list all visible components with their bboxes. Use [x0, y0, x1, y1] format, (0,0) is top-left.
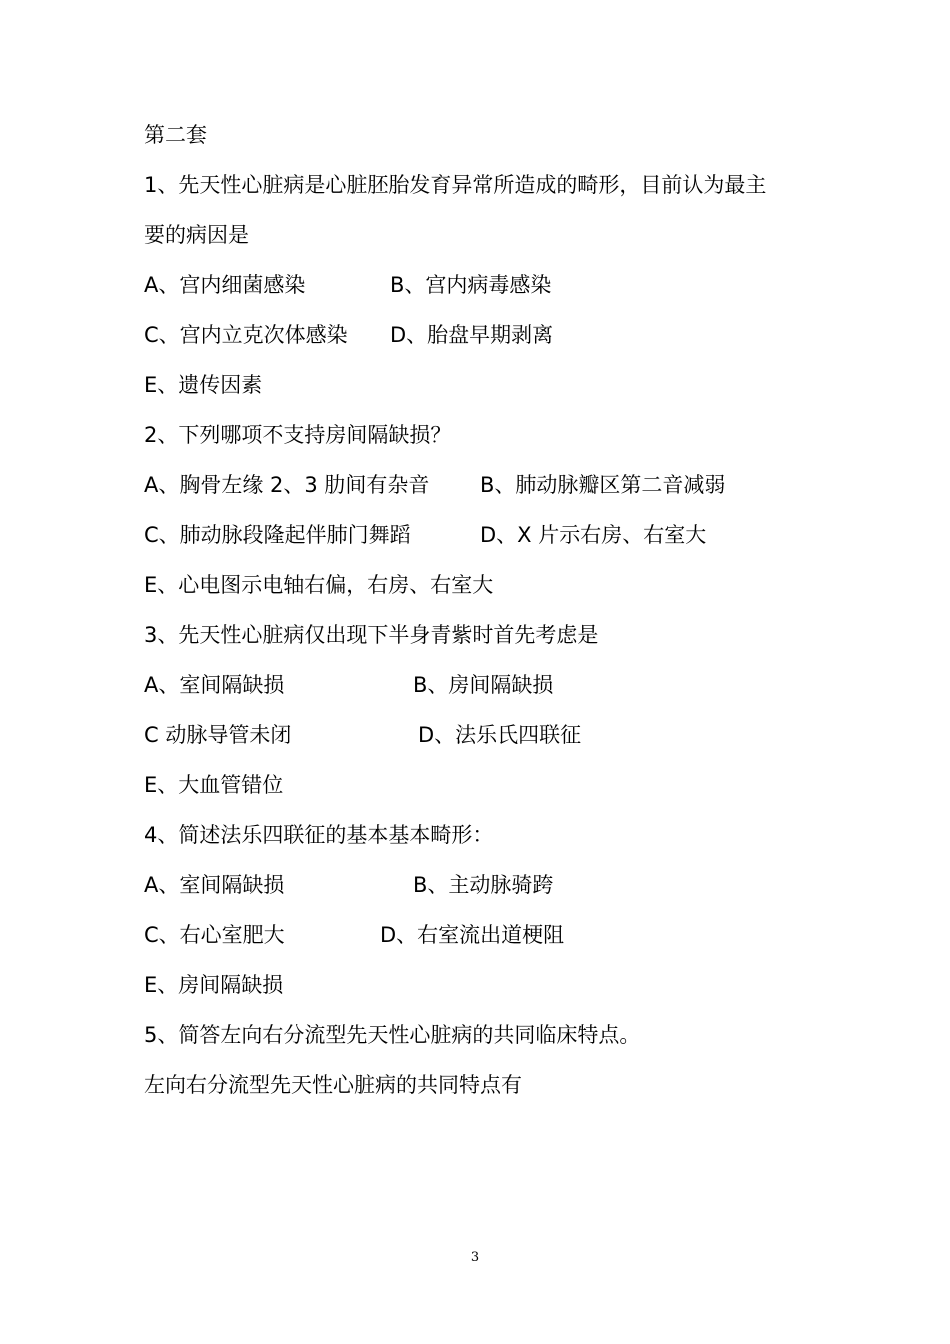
- question-4-option-c: C、右心室肥大: [144, 923, 285, 947]
- section-title: 第二套: [144, 123, 207, 147]
- question-1-option-b: B、宫内病毒感染: [390, 273, 552, 297]
- question-2-option-d: D、X 片示右房、右室大: [480, 523, 707, 547]
- question-3-option-a: A、室间隔缺损: [144, 673, 285, 697]
- question-3-option-e: E、大血管错位: [144, 773, 284, 797]
- question-1-option-c: C、宫内立克次体感染: [144, 323, 348, 347]
- question-1-option-a: A、宫内细菌感染: [144, 273, 306, 297]
- question-3-option-d: D、法乐氏四联征: [418, 723, 582, 747]
- question-2-stem: 2、下列哪项不支持房间隔缺损？: [144, 423, 452, 447]
- question-3-option-b: B、房间隔缺损: [413, 673, 554, 697]
- question-1-option-d: D、胎盘早期剥离: [390, 323, 554, 347]
- question-1-stem-line-1: 1、先天性心脏病是心脏胚胎发育异常所造成的畸形，目前认为最主: [144, 173, 767, 197]
- page-number: 3: [470, 1250, 480, 1265]
- question-3-stem: 3、先天性心脏病仅出现下半身青紫时首先考虑是: [144, 623, 599, 647]
- question-4-option-e: E、房间隔缺损: [144, 973, 284, 997]
- question-4-option-a: A、室间隔缺损: [144, 873, 285, 897]
- question-2-option-e: E、心电图示电轴右偏，右房、右室大: [144, 573, 494, 597]
- question-2-option-a: A、胸骨左缘 2、3 肋间有杂音: [144, 473, 430, 497]
- question-4-stem: 4、简述法乐四联征的基本基本畸形：: [144, 823, 494, 847]
- question-3-option-c: C 动脉导管未闭: [144, 723, 292, 747]
- question-4-option-d: D、右室流出道梗阻: [380, 923, 565, 947]
- question-2-option-b: B、肺动脉瓣区第二音减弱: [480, 473, 726, 497]
- question-1-option-e: E、遗传因素: [144, 373, 263, 397]
- question-4-option-b: B、主动脉骑跨: [413, 873, 554, 897]
- question-5-stem: 5、简答左向右分流型先天性心脏病的共同临床特点。: [144, 1023, 641, 1047]
- question-1-stem-line-2: 要的病因是: [144, 223, 249, 247]
- question-5-answer-intro: 左向右分流型先天性心脏病的共同特点有: [144, 1073, 522, 1097]
- question-2-option-c: C、肺动脉段隆起伴肺门舞蹈: [144, 523, 411, 547]
